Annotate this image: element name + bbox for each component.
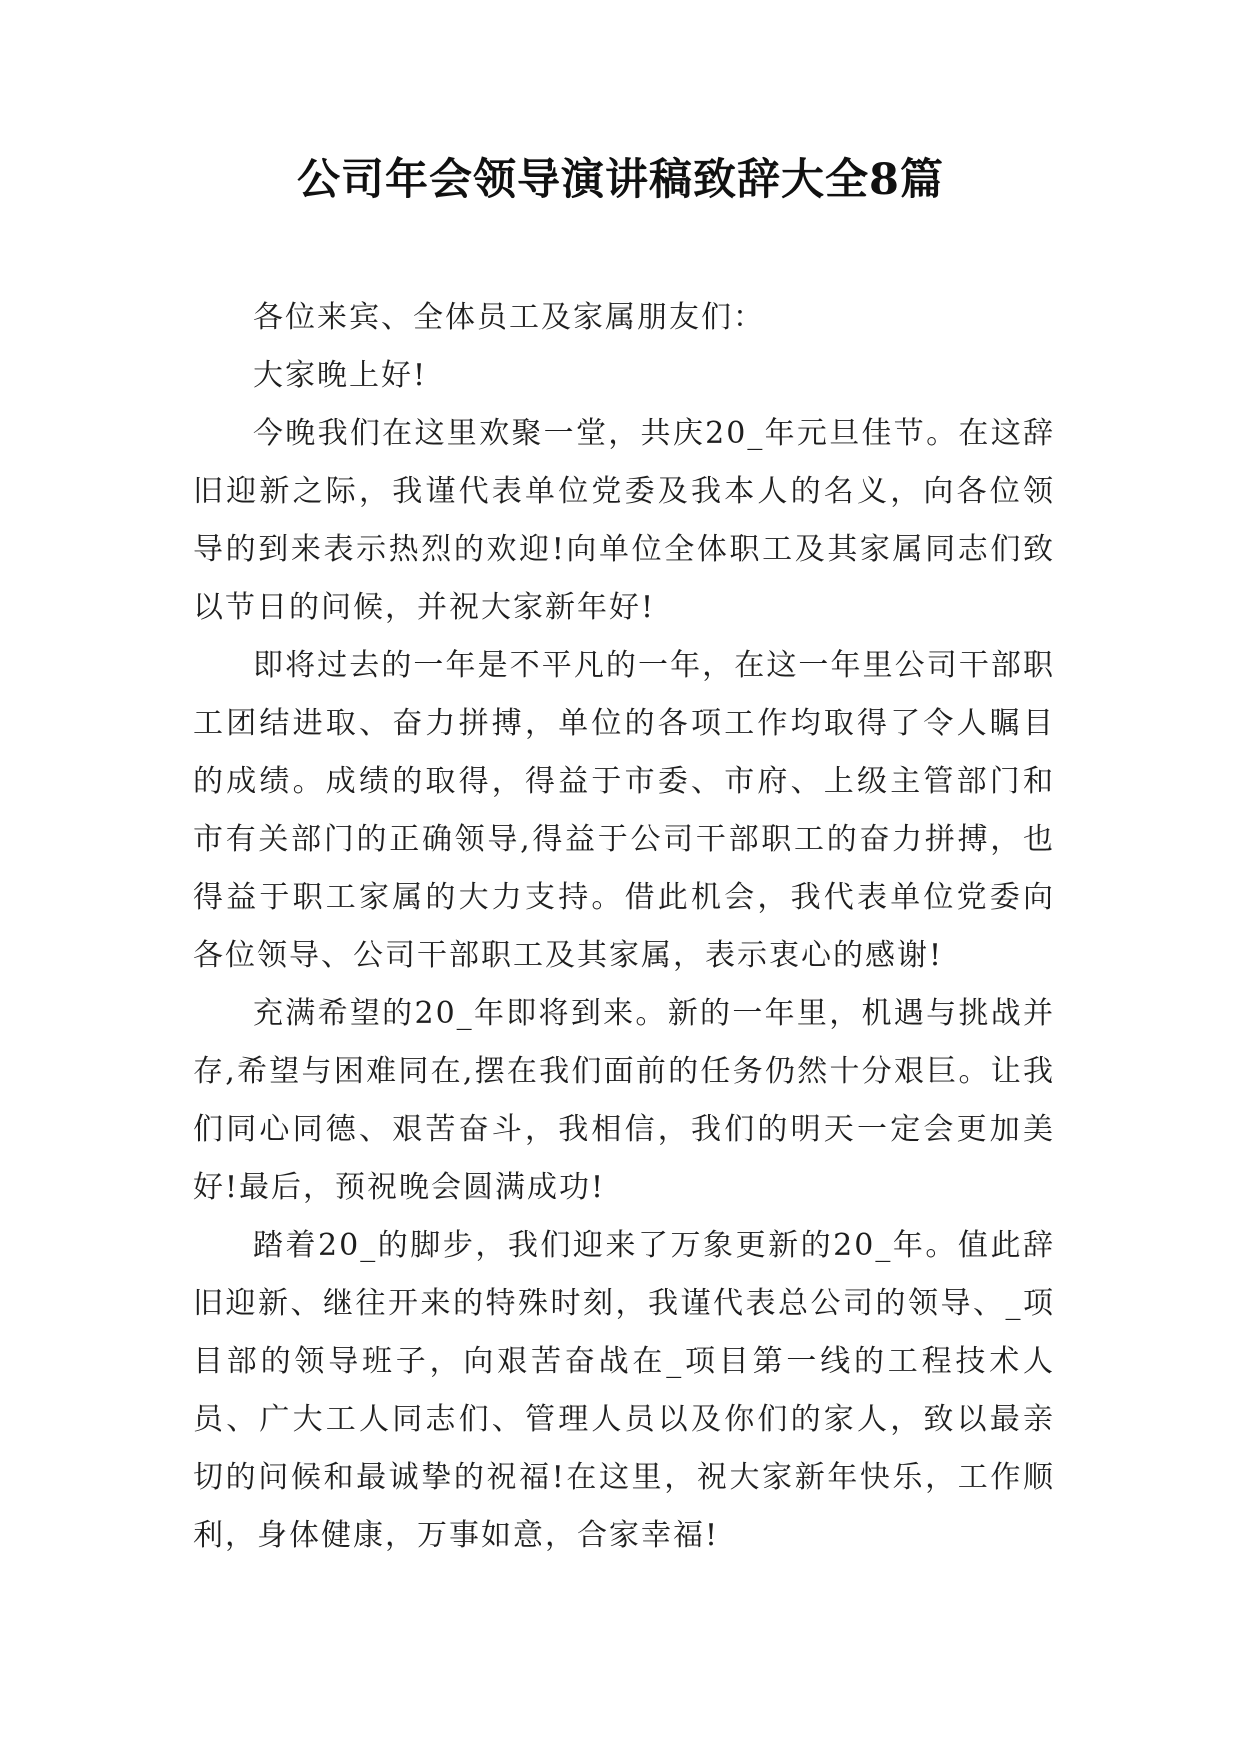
paragraph-review: 即将过去的一年是不平凡的一年，在这一年里公司干部职工团结进取、奋力拼搏，单位的各项工作均取得了令人瞩目的成绩。成绩的取得，得益于市委、市府、上级主管部门和市有关部门的正确领导,得益于公司干部职工的奋力拼搏，也得益于职工家属的大力支持。借此机会，我代表单位党委向各位领导、公司干部职工及其家属，表示衷心的感谢!	[193, 648, 1055, 973]
paragraph-outlook: 充满希望的20_年即将到来。新的一年里，机遇与挑战并存,希望与困难同在,摆在我们面前的任务仍然十分艰巨。让我们同心同德、艰苦奋斗，我相信，我们的明天一定会更加美好!最后，预祝晚会圆满成功!	[193, 996, 1055, 1205]
paragraph-blessing: 踏着20_的脚步，我们迎来了万象更新的20_年。值此辞旧迎新、继往开来的特殊时刻，我谨代表总公司的领导、_项目部的领导班子，向艰苦奋战在_项目第一线的工程技术人员、广大工人同志们、管理人员以及你们的家人，致以最亲切的问候和最诚挚的祝福!在这里，祝大家新年快乐，工作顺利，身体健康，万事如意，合家幸福!	[193, 1228, 1055, 1553]
document-body	[193, 289, 1055, 1565]
paragraph-welcome: 今晚我们在这里欢聚一堂，共庆20_年元旦佳节。在这辞旧迎新之际，我谨代表单位党委及我本人的名义，向各位领导的到来表示热烈的欢迎!向单位全体职工及其家属同志们致以节日的问候，并祝大家新年好!	[193, 416, 1055, 625]
paragraph-greeting: 大家晚上好!	[253, 358, 428, 393]
document-title: 公司年会领导演讲稿致辞大全8篇	[297, 155, 944, 205]
paragraph-salutation: 各位来宾、全体员工及家属朋友们：	[253, 300, 765, 335]
